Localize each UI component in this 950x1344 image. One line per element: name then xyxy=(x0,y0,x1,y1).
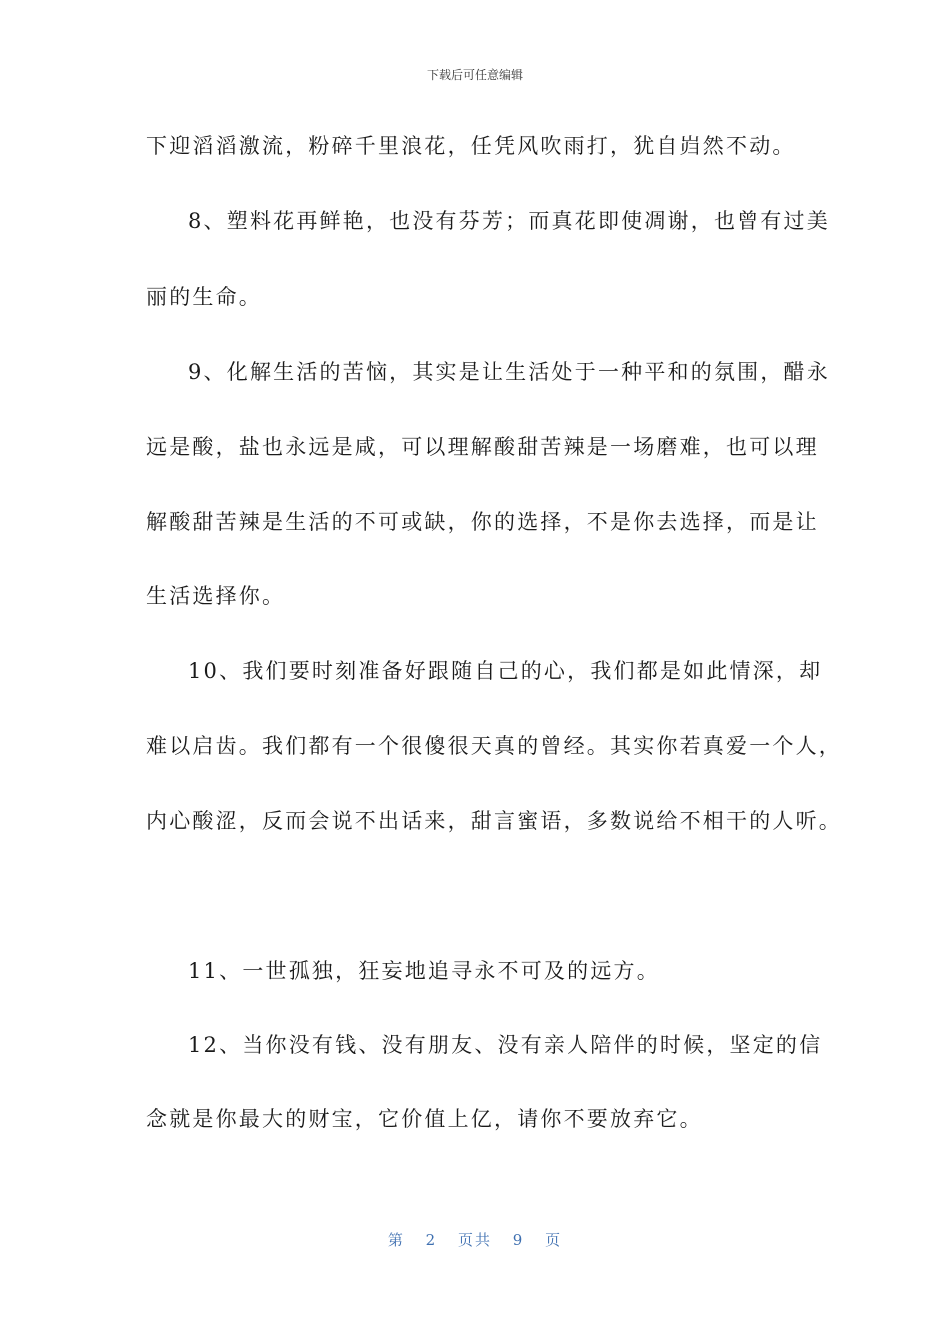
page-header: 下载后可任意编辑 xyxy=(426,68,523,82)
body-line: 解酸甜苦辣是生活的不可或缺，你的选择，不是你去选择，而是让 xyxy=(146,510,819,534)
body-line: 10、我们要时刻准备好跟随自己的心，我们都是如此情深，却 xyxy=(188,659,823,683)
body-line: 9、化解生活的苦恼，其实是让生活处于一种平和的氛围，醋永 xyxy=(188,360,830,384)
body-line: 难以启齿。我们都有一个很傻很天真的曾经。其实你若真爱一个人， xyxy=(146,734,842,758)
current-page-number: 2 xyxy=(425,1231,438,1249)
body-line: 远是酸，盐也永远是咸，可以理解酸甜苦辣是一场磨难，也可以理 xyxy=(146,435,819,459)
page-label-prefix: 第 xyxy=(387,1231,405,1249)
body-line: 12、当你没有钱、没有朋友、没有亲人陪伴的时候，坚定的信 xyxy=(188,1033,823,1057)
body-line: 8、塑料花再鲜艳，也没有芬芳；而真花即使凋谢，也曾有过美 xyxy=(188,209,830,233)
total-pages-number: 9 xyxy=(512,1231,525,1249)
page-footer xyxy=(0,1229,950,1250)
body-line: 内心酸涩，反而会说不出话来，甜言蜜语，多数说给不相干的人听。 xyxy=(146,809,842,833)
page-label-middle: 页共 xyxy=(457,1231,492,1249)
body-line: 生活选择你。 xyxy=(146,584,286,608)
body-line: 下迎滔滔激流，粉碎千里浪花，任凭风吹雨打，犹自岿然不动。 xyxy=(146,134,796,158)
body-line: 丽的生命。 xyxy=(146,285,262,309)
page-label-suffix: 页 xyxy=(545,1231,563,1249)
body-line: 念就是你最大的财宝，它价值上亿，请你不要放弃它。 xyxy=(146,1107,703,1131)
body-line: 11、一世孤独，狂妄地追寻永不可及的远方。 xyxy=(188,959,660,983)
